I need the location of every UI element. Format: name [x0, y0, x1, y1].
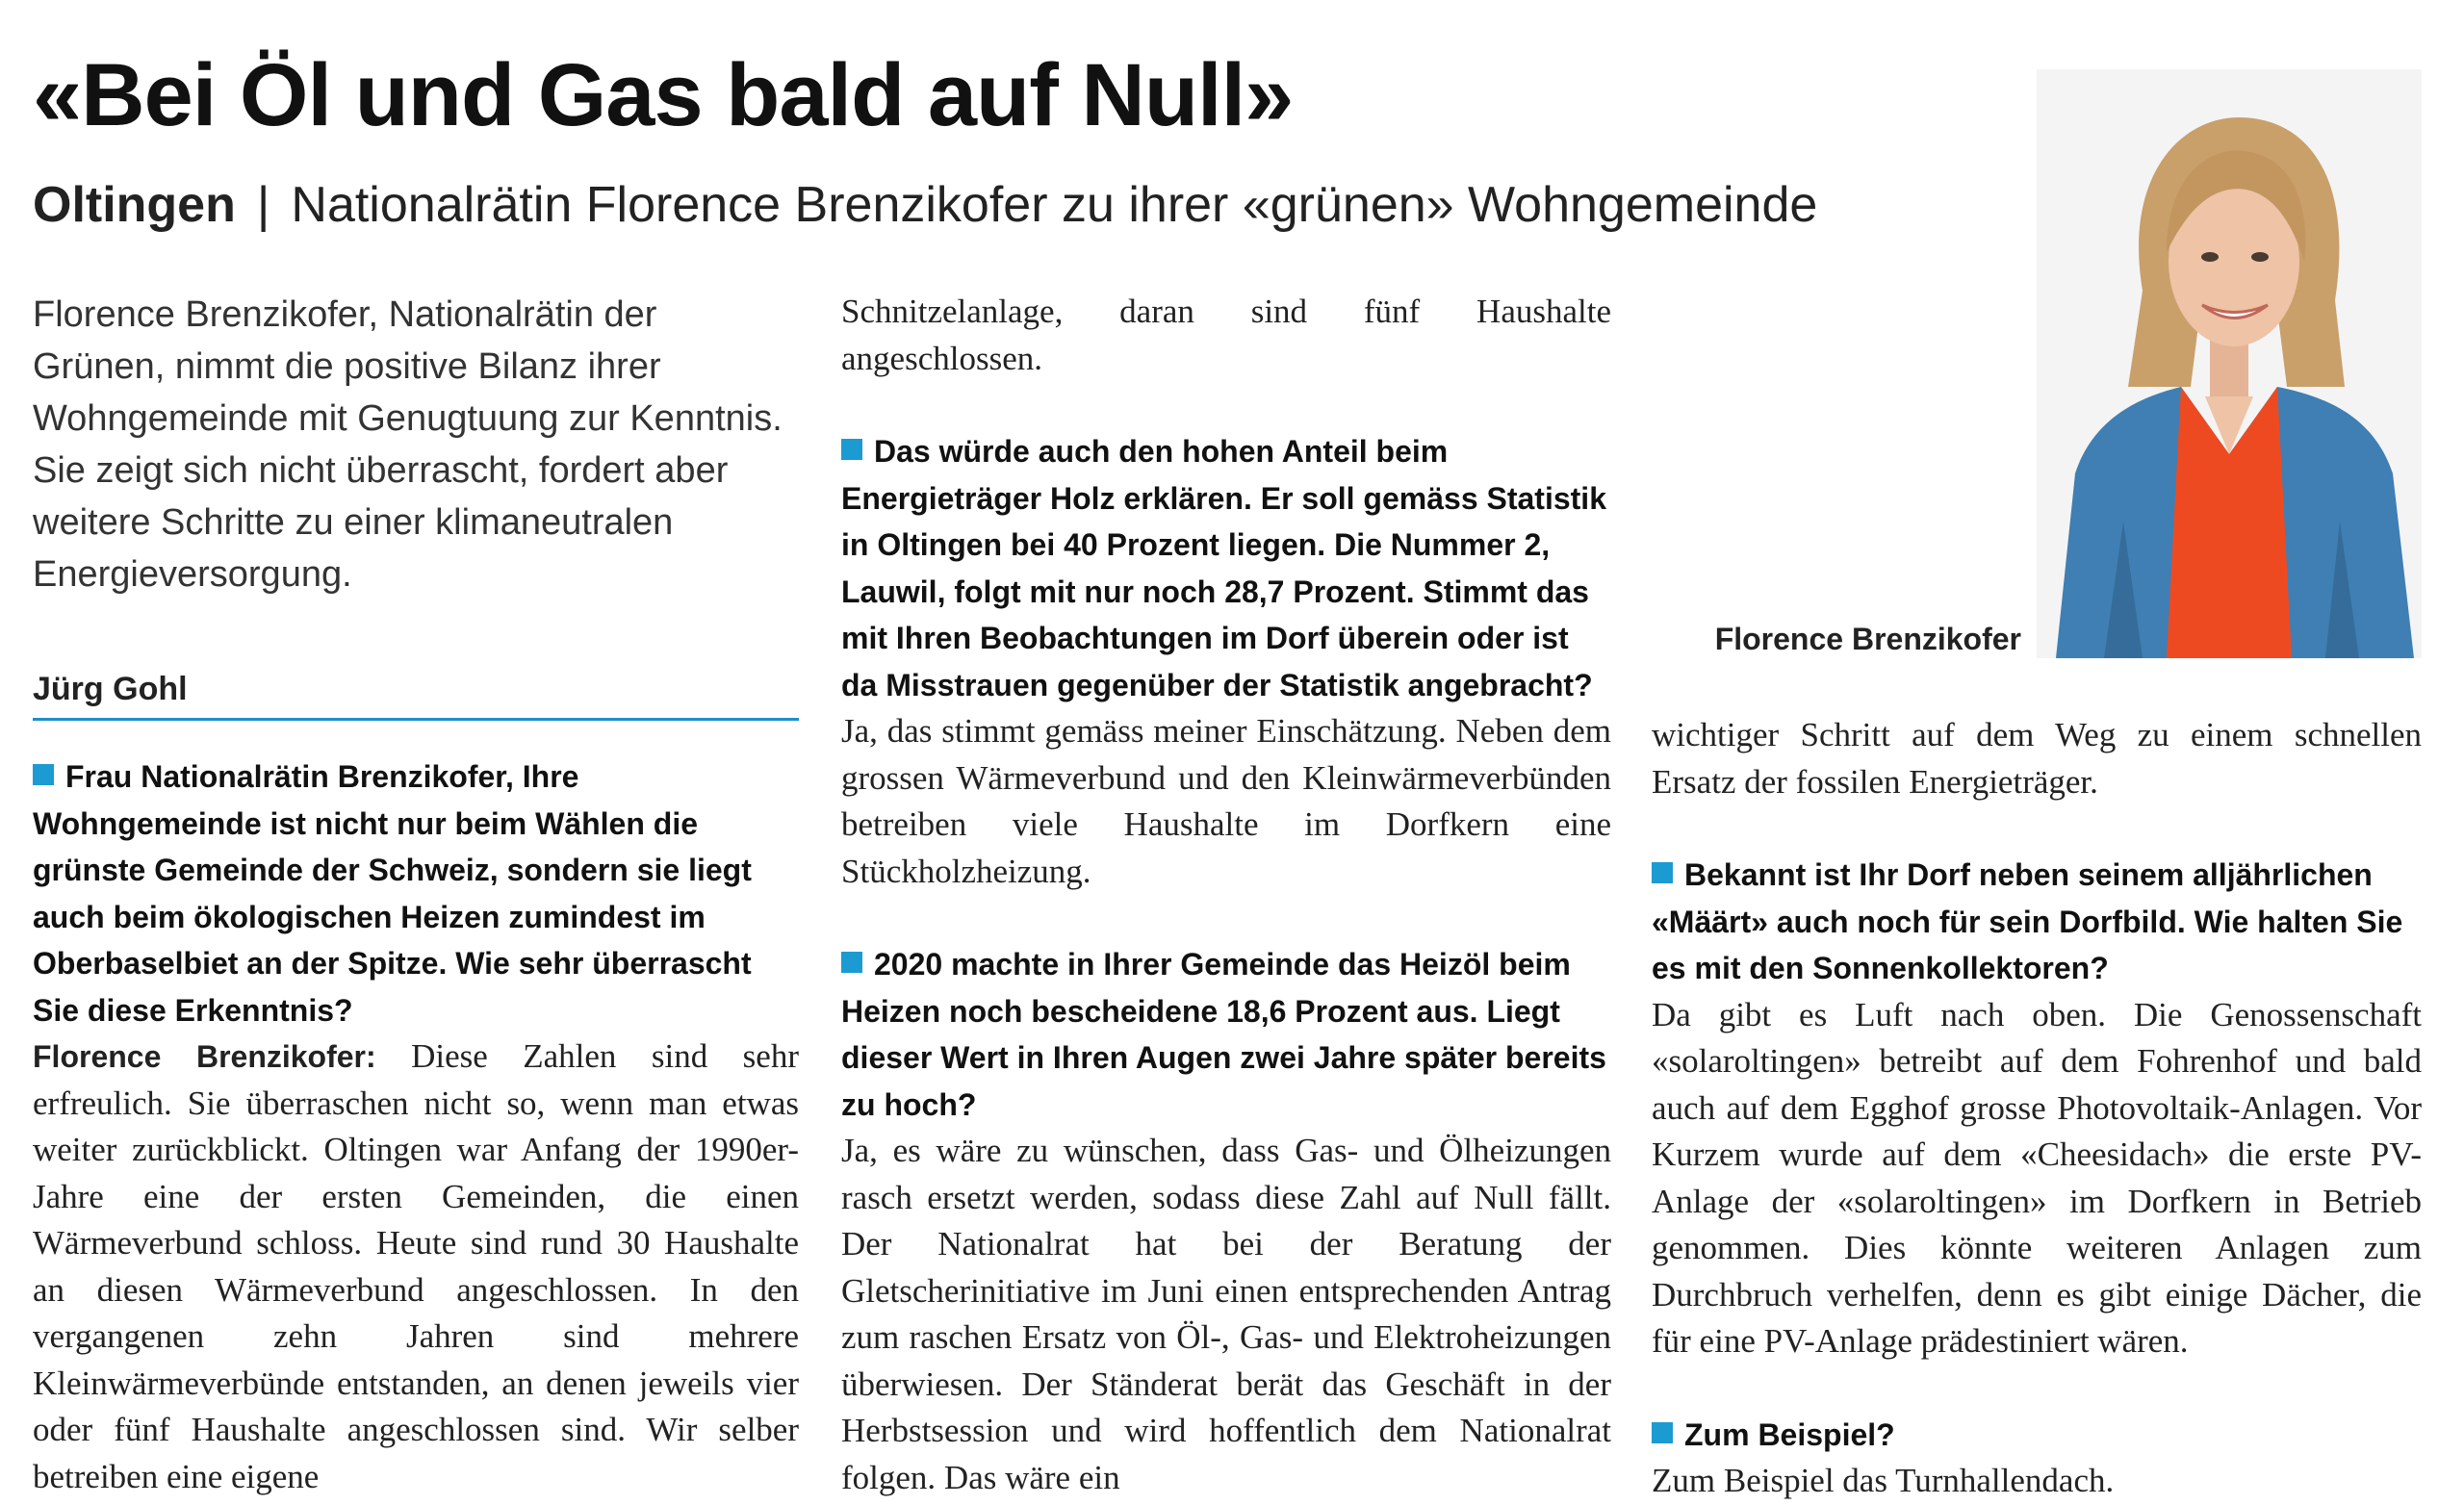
article-column-3	[1652, 712, 2422, 1505]
interview-question: Das würde auch den hohen Anteil beim Energieträger Holz erklären. Er soll gemäss Statistik in Oltingen bei 40 Prozent liegen. Die Nummer 2, Lauwil, folgt mit nur noch 28,7 Prozent. Stimmt das mit Ihren Beobachtungen im Dorf überein oder ist da Misstrauen gegenüber der Statistik angebracht?	[841, 434, 1606, 702]
portrait-illustration	[2037, 69, 2422, 658]
speaker-name: Florence Brenzikofer:	[33, 1039, 376, 1074]
square-bullet-icon	[33, 764, 54, 785]
headline: «Bei Öl und Gas bald auf Null»	[33, 46, 1294, 144]
portrait-photo	[2037, 69, 2422, 658]
article-column-2	[841, 289, 1611, 1501]
lead-paragraph: Florence Brenzikofer, Nationalrätin der Grünen, nimmt die positive Bilanz ihrer Wohngemeinde mit Genugtuung zur Kenntnis. Sie zeigt sich nicht überrascht, fordert aber weitere Schritte zu einer klimaneutralen Energieversorgung.	[33, 294, 783, 595]
subheadline-text: Nationalrätin Florence Brenzikofer zu ihrer «grünen» Wohngemeinde	[291, 177, 1818, 233]
article-column-1	[33, 289, 799, 1500]
square-bullet-icon	[1652, 862, 1673, 883]
dateline-separator: |	[256, 177, 270, 233]
interview-question: Bekannt ist Ihr Dorf neben seinem alljährlichen «Määrt» auch noch für sein Dorfbild. Wie halten Sie es mit den Sonnenkollektoren?	[1652, 857, 2403, 985]
author-byline: Jürg Gohl	[33, 668, 799, 721]
interview-answer: Ja, das stimmt gemäss meiner Einschätzung. Neben dem grossen Wärmeverbund und den Kleinwärmeverbünden betreiben viele Haushalte im Dorfkern eine Stückholzheizung.	[841, 712, 1611, 890]
square-bullet-icon	[1652, 1422, 1673, 1443]
interview-answer: Zum Beispiel das Turnhallendach.	[1652, 1462, 2115, 1499]
interview-answer: Da gibt es Luft nach oben. Die Genossenschaft «solaroltingen» betreibt auf dem Fohrenhof und bald auch auf dem Egghof grosse Photovoltaik-Anlagen. Vor Kurzem wurde auf dem «Cheesidach» die erste PV-Anlage der «solaroltingen» im Dorfkern in Betrieb genommen. Dies könnte weiteren Anlagen zum Durchbruch verhelfen, denn es gibt einige Dächer, die für eine PV-Anlage prädestiniert wären.	[1652, 995, 2422, 1360]
continued-text: wichtiger Schritt auf dem Weg zu einem schnellen Ersatz der fossilen Energieträger.	[1652, 716, 2422, 801]
square-bullet-icon	[841, 952, 862, 973]
interview-question: Zum Beispiel?	[1652, 1412, 2422, 1459]
photo-caption: Florence Brenzikofer	[1714, 622, 2021, 656]
subheadline	[33, 175, 1996, 235]
square-bullet-icon	[841, 439, 862, 460]
continued-text: Schnitzelanlage, daran sind fünf Haushalte angeschlossen.	[841, 293, 1611, 377]
interview-question: 2020 machte in Ihrer Gemeinde das Heizöl beim Heizen noch bescheidene 18,6 Prozent aus. Liegt dieser Wert in Ihren Augen zwei Jahre später bereits zu hoch?	[841, 947, 1606, 1122]
interview-question: Frau Nationalrätin Brenzikofer, Ihre Wohngemeinde ist nicht nur beim Wählen die grünste Gemeinde der Schweiz, sondern sie liegt auch beim ökologischen Heizen zumindest im Oberbaselbiet an der Spitze. Wie sehr überrascht Sie diese Erkenntnis?	[33, 759, 752, 1028]
interview-answer: Ja, es wäre zu wünschen, dass Gas- und Ölheizungen rasch ersetzt werden, sodass diese Zahl auf Null fällt. Der Nationalrat hat bei der Beratung der Gletscherinitiative im Juni einen entsprechenden Antrag zum raschen Ersatz von Öl-, Gas- und Elektroheizungen überwiesen. Der Ständerat berät das Geschäft in der Herbstsession und wird hoffentlich dem Nationalrat folgen. Das wäre ein	[841, 1132, 1611, 1496]
dateline-place: Oltingen	[33, 177, 236, 233]
interview-answer: Florence Brenzikofer: Diese Zahlen sind sehr erfreulich. Sie überraschen nicht so, wenn man etwas weiter zurückblickt. Oltingen war Anfang der 1990er-Jahre eine der ersten Gemeinden, die einen Wärmeverbund schloss. Heute sind rund 30 Haushalte an diesen Wärmeverbund angeschlossen. In den vergangenen zehn Jahren sind mehrere Kleinwärmeverbünde entstanden, an denen jeweils vier oder fünf Haushalte angeschlossen sind. Wir selber betreiben eine eigene	[33, 1037, 799, 1495]
